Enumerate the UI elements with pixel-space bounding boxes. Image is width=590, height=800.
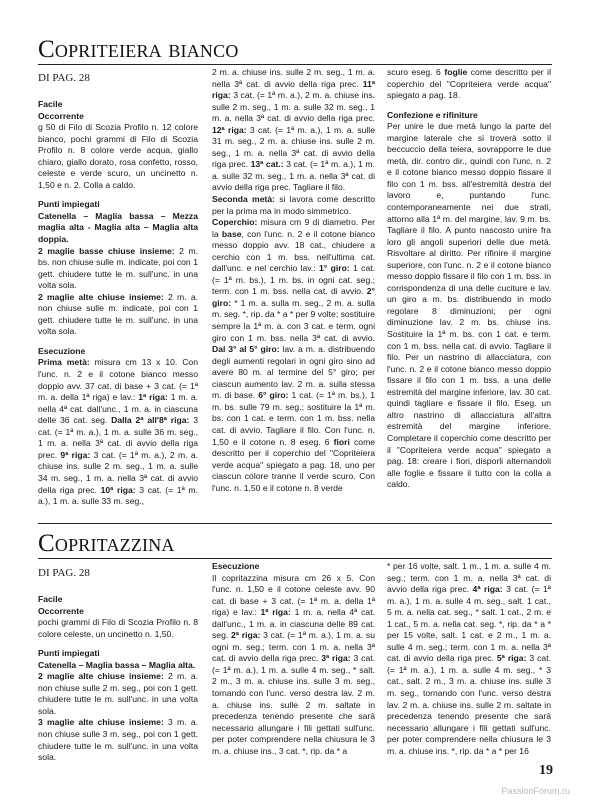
bold-run: 4ª riga: [472, 584, 503, 595]
column-1-body [38, 594, 198, 764]
bold-run: 12ª riga: [212, 124, 247, 135]
paragraph [38, 357, 198, 507]
text-run: 2 m. bs. non chiuse sulle m. indicate, poi con 1 gett. chiudere tutte le m. sull'unc. in una volta sola. [38, 245, 199, 291]
text-run: 2 m. a. chiuse ins. sulle 2 m. seg., 1 m. a. nella 3ª cat. di avvio della riga prec. [212, 67, 375, 89]
column-3 [387, 561, 551, 757]
text-run: 3 cat. (= 1ª m. a.), 1 m. a. sulle 4 m. seg., * salt. 2 m., 3 m. a. chiuse ins. sulle 3 m. seg., tornando con l'unc. verso destra lav. 2 m. a. chiuse ins. sulle 2 m. saltate in precedenza tenendo presente che sarà necessario allungare i fili gettati sull'unc. per poter comprendere nella chiusura le 3 m. a. chiuse ins., 3 cat. *, rip. da * a [212, 653, 375, 756]
bold-run: fiori [333, 436, 350, 447]
bold-run: foglie [444, 67, 468, 77]
text-run: 3 cat. (= 1ª m. a.), 2 m. a. chiuse ins. sulle 2 m. seg., 1 m. a. sulle 32 m. seg., 1 m. a. nella 3ª cat. di avvio della riga prec. [212, 90, 375, 124]
column-3 [387, 67, 551, 491]
text-run: 3 cat. (= 1ª m. a.), 1 m. a. sulle 36 m. seg., 1 m. a. nella 3ª cat. di avvio della riga prec. [38, 415, 198, 460]
section-title-copritazzina: Copritazzina [38, 530, 175, 557]
text-run: * 1 m. a. sulla m. seg., 2 m. a. sulla m. seg. *, rip. da * a * per 9 volte; sostituire sempre la 1ª m. a. con 3 cat. e term. ogni giro con 1 m. bss. nella 3ª cat. di avvio. [212, 297, 375, 343]
paragraph [38, 246, 198, 292]
subheading: Occorrente [38, 110, 84, 121]
page-reference: DI PAG. 28 [38, 72, 90, 84]
bold-run: 1ª riga: [138, 392, 168, 403]
text-run: Il copritazzina misura cm 26 x 5. Con l'unc. n. 1,50 e il cotone celeste avv. 90 cat. di base + 3 cat. (= 1ª m. a. della 1ª riga) e lav.: [212, 572, 375, 618]
bold-run: 2° giro: [212, 286, 375, 308]
paragraph [38, 671, 198, 717]
text-run: , con l'unc. n. 2 e il cotone bianco messo doppio avv. 18 cat., chiudere a cerchio con 1 m. bss. nell'ultima cat. dall'unc. e nel cerchio lav.: [212, 228, 376, 274]
paragraph: Per unire le due metà lungo la parte del margine laterale che si troverà sotto il beccuccio della teiera, sovrapporre le due metà, dir. contro dir., quindi con l'unc. n. 2 e il cotone bianco messo doppio fissare il filo con 1 m. bss. all'estremità destra del lavoro e, puntando l'unc. contemporaneamente nei due strati, attorno alla 1ª m. del margine, lav. 9 m. bs. Tagliare il filo. A punto nascosto unire fra loro gli angoli superiori delle due metà. Risvoltare al diritto. Per rifinire il margine superiore, con l'unc. n. 2 e il cotone bianco messo doppio fissare il filo con 1 m. bss. in corrispondenza di una delle cuciture e lav. un giro a m. bs. distribuendo in modo regolare 8 diminuzioni; per ogni diminuzione lav. 2 m. bs. chiuse ins. Sostituire la 1ª m. bs. con 1 cat. e term. con 1 m. bss. nella cat. di avvio. Tagliare il filo. Per un nastrino di allacciatura, con l'unc. n. 2 e il cotone bianco messo doppio fissare il filo con 1 m. bss. a una delle estremità del margine inferiore, lav. 30 cat. quindi tagliare e fissare il filo. Eseg. un altro nastrino di allacciatura all'altra estremità del margine inferiore. Completare il coperchio come descritto per il "Copriteiera verde acqua" spiegato a pag. 18: creare i fiori, disporli alternandoli alle foglie e fissare il tutto con la colla a caldo. [387, 121, 551, 490]
text-run: si lavora come descritto per la prima ma in modo simmetrico. [212, 194, 376, 216]
text-run: misura cm 13 x 10. Con l'unc. n. 2 e il cotone bianco messo doppio avv. 37 cat. di base + 3 cat. (= 1ª m. a. della 1ª riga) e lav.: [38, 357, 198, 403]
paragraph [212, 194, 375, 217]
paragraph [387, 561, 551, 757]
text-run: 1 cat. (= 1ª m. bs.), 1 m. bs. sulle 79 m. seg.; sostituire la 1ª m. bs. con 1 cat. e term. con 1 m. bss. nella cat. di avvio. Tagliare il filo. Con l'unc. n. 1,50 e il cotone n. 8 eseg. 6 [212, 390, 375, 447]
bold-run: 3 maglie alte chiuse insieme: [38, 717, 164, 728]
paragraph [212, 67, 375, 194]
bold-paragraph: Catenella – Maglia bassa – Mezza maglia alta - Maglia alta – Maglia alta doppia. [38, 210, 198, 245]
text-run: scuro eseg. 6 [387, 67, 445, 77]
paragraph [212, 217, 375, 494]
subheading: Esecuzione [38, 345, 86, 356]
text-run: come descritto per il coperchio del "Copriteiera verde acqua" spiegato a pag. 18, uno per ciascun colore tranne il verde scuro. Con l'unc. n. 1,50 e il cotone n. 8 verde [212, 436, 376, 493]
bold-paragraph: Catenella – Maglia bassa – Maglia alta. [38, 659, 196, 670]
bold-run: 10ª riga: [100, 484, 136, 495]
bold-run: base [221, 228, 242, 239]
bold-run: 9ª riga: [60, 449, 91, 460]
bold-run: 1ª riga: [260, 607, 291, 618]
paragraph: pochi grammi di Filo di Scozia Profilo n. 8 colore celeste, un uncinetto n. 1,50. [38, 617, 198, 639]
bold-run: 2 maglie alte chiuse insieme: [38, 671, 164, 682]
text-run: 3 cat. (= 1ª m. a.), 1 m. a. sulle 33 m. seg., [38, 484, 198, 507]
text-run: 2 m. a. non chiuse sulle m. indicate, poi con 1 gett. chiudere tutte le m. sull'unc. in una volta sola. [38, 291, 198, 337]
text-run: 3 cat. (= 1ª m. a.), 1 m. a. sulle 32 m. seg., 1 m. a. nella 3ª cat. di avvio della riga prec. Tagliare il filo. [212, 159, 375, 193]
text-run: 3 cat. (= 1ª m. a.), 2 m. a. chiuse ins. sulle 2 m. seg., 1 m. a. sulle 34 m. seg., 1 m. a. nella 3ª cat. di avvio della riga prec. [38, 449, 198, 495]
bold-run: 2 maglie basse chiuse insieme: [38, 245, 175, 256]
paragraph: g 50 di Filo di Scozia Profilo n. 12 colore bianco, pochi grammi di Filo di Scozia Profilo n. 8 colore verde acqua, giallo chiaro, giallo dorato, rosa confetto, rosso, celeste e verde scuro, un uncinetto n. 1,50 e n. 2. Colla a caldo. [38, 122, 198, 190]
subheading: Occorrente [38, 605, 84, 616]
page-reference: DI PAG. 28 [38, 567, 90, 579]
bold-run: 11ª riga: [212, 78, 375, 101]
subheading: Facile [38, 594, 63, 604]
title-rule [38, 558, 552, 559]
text-run: 3 cat. (= 1ª m. a.), 1 m. a. sulle 31 m. seg., 2 m. a. chiuse ins. sulle 2 m. seg., 1 m. a. nella 3ª cat. di avvio della riga prec. [212, 124, 375, 170]
watermark: PassionForum.ru [501, 786, 570, 796]
column-1-body [38, 99, 198, 508]
section-divider [38, 523, 552, 524]
paragraph [38, 717, 198, 763]
bold-run: 13ª cat.: [250, 159, 284, 170]
bold-run: 2 maglie alte chiuse insieme: [38, 291, 164, 302]
bold-run: 3ª riga: [321, 653, 351, 664]
column-1 [38, 567, 198, 764]
text-run: 3 cat. (= 1ª m. a.), 1 m. a. sulle 4 m. seg., salt. 1 cat., 5 m. a. nella cat. seg., * salt. 1 cat., 2 m. e 1 cat., 5 m. a. nella cat. seg. *, rip. da * a * per 15 volte, salt. 1 cat. e 2 m., 1 m. a. sulle 4 m. seg.; term. con 1 m. a. nella 3ª cat. di avvio della riga prec. [387, 584, 551, 664]
text-run: 1 cat. (= 1ª m. bs.), 1 m. bs. in ogni cat. seg.; term. con 1 m. bss. nella cat. di avvio. [212, 263, 375, 297]
paragraph [387, 67, 551, 102]
text-run: 2 m. a. non chiuse sulle 2 m. seg., poi con 1 gett. chiudere tutte le m. sull'unc. in una volta sola. [38, 671, 198, 716]
text-run: * per 16 volte, salt. 1 m., 1 m. a. sulle 4 m. seg.; term. con 1 m. a. nella 3ª cat. di avvio della riga prec. [387, 561, 551, 595]
bold-run: Dalla 2ª all'8ª riga: [111, 415, 190, 426]
subheading: Confezione e rifiniture [387, 109, 478, 120]
column-1 [38, 72, 198, 508]
bold-run: Seconda metà: [212, 194, 275, 205]
section-title-copriteiera: Copriteiera bianco [38, 36, 239, 63]
paragraph [38, 292, 198, 338]
subheading: Punti impiegati [38, 648, 100, 659]
column-2 [212, 67, 375, 494]
text-run: 1 m. a. nella 4ª cat. dall'unc., 1 m. a. in ciascuna delle 36 cat. seg. [38, 392, 198, 426]
bold-run: Coperchio: [212, 217, 258, 228]
subheading: Esecuzione [212, 561, 260, 571]
text-run: lav. a m. a. distribuendo degli aumenti regolari in ogni giro sino ad avere 80 m. al termine del 5° giro; per ciascun aumento lav. 2 m. a. sulla stessa m. di base. [212, 344, 375, 401]
bold-run: Prima metà: [38, 357, 90, 368]
text-run: 3 cat. (= 1ª m. a.), 1 m. a. sulle 4 m. seg., * 3 cat., salt. 2 m., 3 m. a. chiuse ins. sulle 3 m. seg., tornando con l'unc. verso destra lav. 2 m. a. chiuse ins. sulle 2 m. saltate in precedenza tenendo presente che sarà necessario allungare i fili gettati sull'unc. per poter comprendere nella chiusura le 3 m. a. chiuse ins. *, rip. da * a * per 16 [387, 653, 551, 756]
page-number: 19 [539, 763, 553, 778]
text-run: misura cm 9 di diametro. Per la [212, 217, 375, 239]
text-run: come descritto per il coperchio del "Copriteiera verde acqua" spiegato a pag. 18. [387, 67, 551, 101]
text-run: 1 m. a. nella 4ª cat. dall'unc., 1 m. a. in ciascuna delle 89 cat. seg. [212, 607, 375, 641]
column-2 [212, 561, 375, 757]
title-rule [38, 64, 552, 65]
subheading: Punti impiegati [38, 199, 100, 210]
bold-run: Dal 3° al 5° giro: [212, 344, 280, 355]
text-run: 3 cat. (= 1ª m. a.), 1 m. a. su ogni m. seg.; term. con 1 m. a. nella 3ª cat. di avvio della riga prec. [212, 630, 375, 664]
subheading: Facile [38, 99, 63, 109]
bold-run: 6° giro: [258, 390, 289, 401]
bold-run: 1° giro: [319, 263, 350, 274]
paragraph [212, 573, 375, 758]
text-run: 3 m. a. non chiuse sulle 3 m. seg., poi con 1 gett. chiudere tutte le m. sull'unc. in una volta sola. [38, 717, 198, 763]
bold-run: 2ª riga: [231, 630, 261, 641]
bold-run: 5ª riga: [496, 653, 527, 664]
